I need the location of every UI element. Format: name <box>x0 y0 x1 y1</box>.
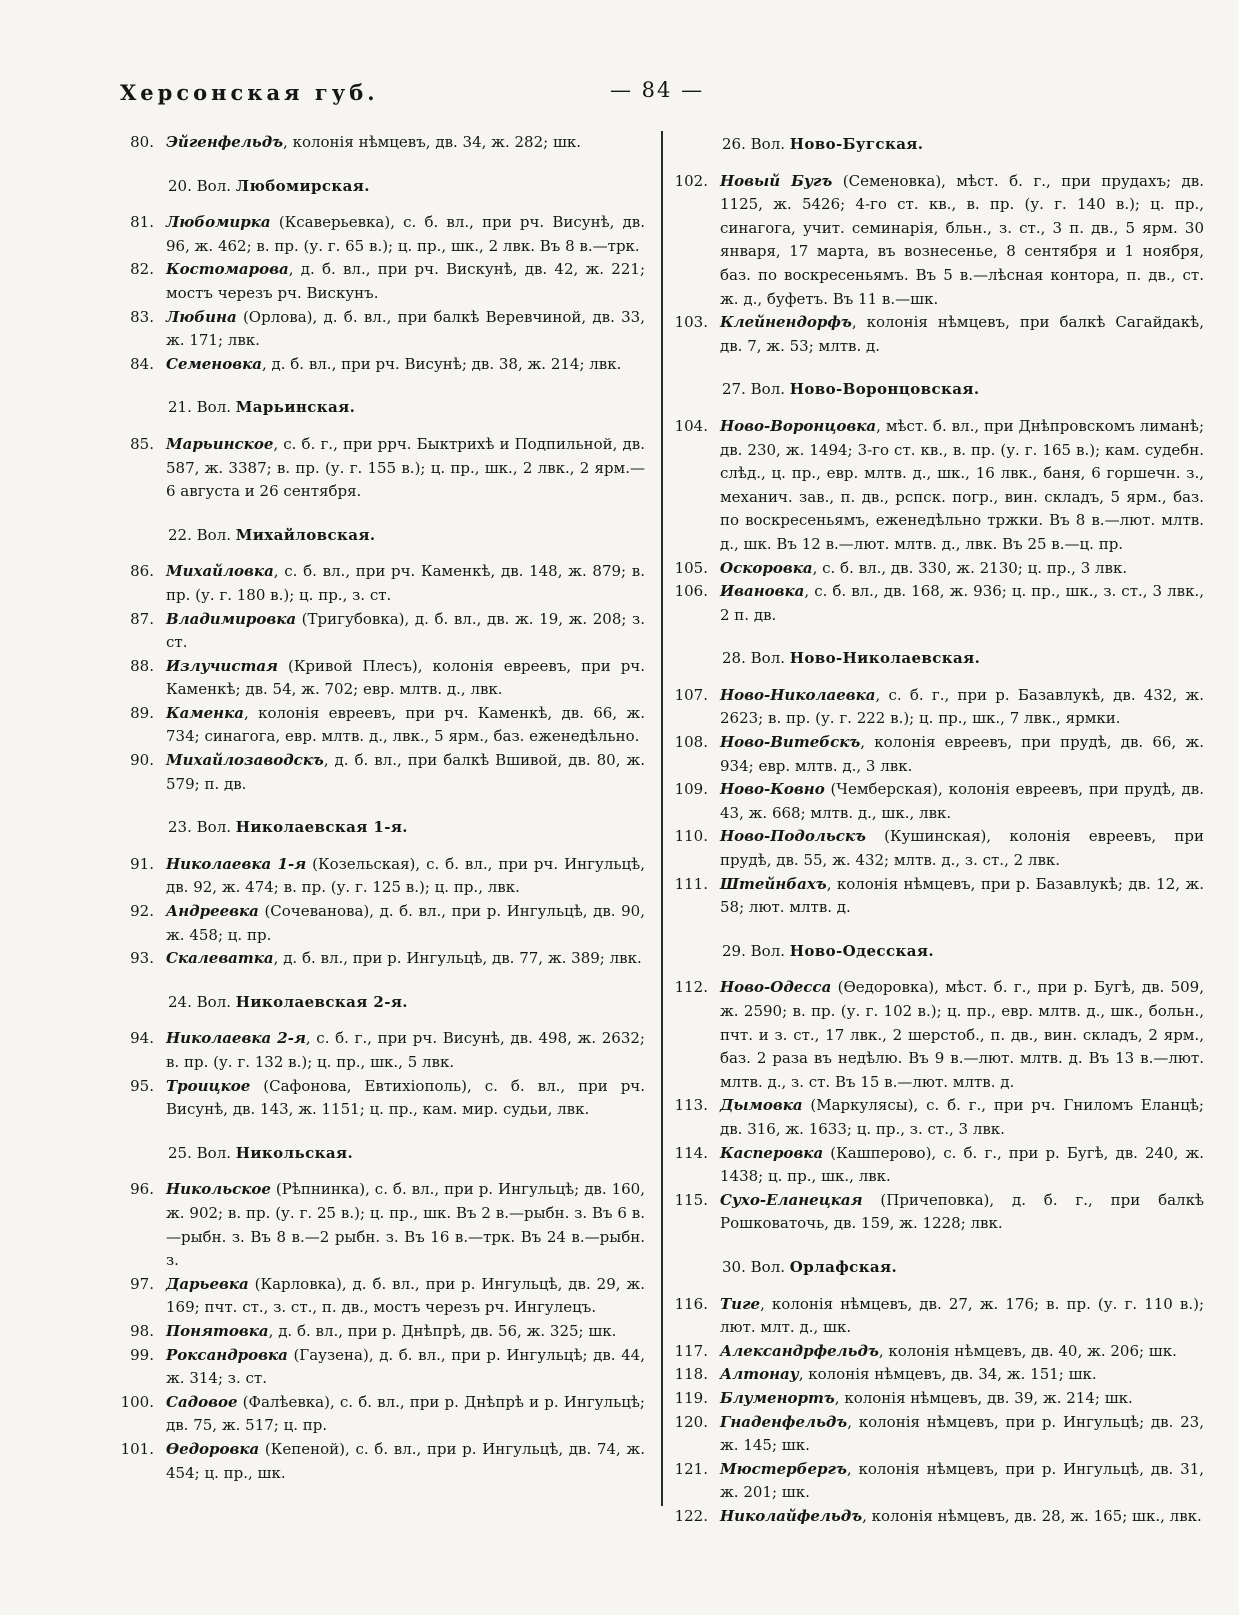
entry-number: 103. <box>674 313 708 332</box>
place-name: Любина <box>166 307 237 326</box>
entry-number: 92. <box>130 902 154 921</box>
entry-description: , колонія нѣмцевъ, при р. Ингульцѣ, дв. 31, ж. 201; шк. <box>720 1459 1204 1502</box>
place-name: Клейнендорфъ <box>720 313 852 332</box>
gazetteer-entry <box>120 131 645 155</box>
entry-description: (Сафонова, Евтихіополь), с. б. вл., при рч. Висунѣ, дв. 143, ж. 1151; ц. пр., кам. мир. судьи, лвк. <box>166 1076 645 1119</box>
entry-description: , с. б. вл., дв. 168, ж. 936; ц. пр., шк., з. ст., 3 лвк., 2 п. дв. <box>720 582 1204 624</box>
volost-name: Ново-Бугская. <box>789 135 924 153</box>
entry-description: , д. б. вл., при р. Днѣпрѣ, дв. 56, ж. 325; шк. <box>268 1321 617 1340</box>
volost-name: Орлафская. <box>789 1257 898 1276</box>
volost-heading <box>674 1256 1204 1280</box>
place-name: Роксандровка <box>166 1345 288 1364</box>
entry-description: (Рѣпнинка), с. б. вл., при р. Ингульцѣ; дв. 160, ж. 902; в. пр. (у. г. 25 в.); ц. пр., шк. Въ 2 в.—рыбн. з. Въ 6 в.—рыбн. з. Въ 8 в.—2 рыбн. з. Въ 16 в.—трк. Въ 24 в.—рыбн. з. <box>166 1180 645 1270</box>
place-name: Дарьевка <box>166 1274 249 1293</box>
volost-label: Вол. <box>750 1257 785 1276</box>
entry-number: 105. <box>674 558 708 577</box>
entry-number: 85. <box>130 434 154 453</box>
entry-number: 94. <box>130 1029 154 1048</box>
gazetteer-entry <box>674 1189 1204 1236</box>
entry-description: (Гаузена), д. б. вл., при р. Ингульцѣ; дв. 44, ж. 314; з. ст. <box>166 1345 645 1388</box>
entry-description: (Маркулясы), с. б. г., при рч. Гниломъ Еланцѣ; дв. 316, ж. 1633; ц. пр., з. ст., 3 лвк. <box>720 1096 1204 1138</box>
gazetteer-entry <box>674 1458 1204 1505</box>
entry-number: 112. <box>674 978 708 997</box>
place-name: Алтонау <box>720 1365 799 1384</box>
entry-number: 101. <box>120 1439 154 1458</box>
entry-number: 104. <box>674 416 708 435</box>
entry-description: , мѣст. б. вл., при Днѣпровскомъ лиманѣ; дв. 230, ж. 1494; 3-го ст. кв., в. пр. (у. г. 165 в.); кам. судебн. слѣд., ц. пр., евр. млтв. д., шк., 16 лвк., баня, 6 горшечн. з., механич. зав., п. дв., рспск. погр., вин. складъ, 5 ярм., баз. по воскресеньямъ, еженедѣльно тржки. Въ 8 в.—лют. млтв. д., шк. Въ 12 в.—лют. млтв. д., лвк. Въ 25 в.—ц. пр. <box>720 416 1204 553</box>
volost-name: Марьинская. <box>235 398 356 417</box>
place-name: Оскоровка <box>720 558 813 577</box>
place-name: Костомарова <box>166 260 289 279</box>
place-name: Сухо-Еланецкая <box>720 1190 863 1209</box>
entry-description: , с. б. вл., дв. 330, ж. 2130; ц. пр., 3 лвк. <box>812 558 1128 577</box>
gazetteer-entry <box>120 1438 645 1485</box>
gazetteer-entry <box>674 1363 1204 1387</box>
entry-number: 96. <box>130 1180 154 1199</box>
entry-description: , с. б. г., при ррч. Быктрихѣ и Подпильной, дв. 587, ж. 3387; в. пр. (у. г. 155 в.); ц. пр., шк., 2 лвк., 2 ярм.—6 августа и 26 сентября. <box>166 434 645 501</box>
volost-name: Ново-Николаевская. <box>789 649 981 668</box>
entry-description: , колонія нѣмцевъ, дв. 34, ж. 282; шк. <box>283 133 582 151</box>
place-name: Ново-Подольскъ <box>720 827 866 846</box>
place-name: Излучистая <box>166 656 278 675</box>
entry-description: (Фалѣевка), с. б. вл., при р. Днѣпрѣ и р. Ингульцѣ; дв. 75, ж. 517; ц. пр. <box>166 1392 645 1435</box>
gazetteer-entry <box>674 731 1204 778</box>
gazetteer-entry <box>120 947 645 971</box>
volost-heading <box>674 378 1204 402</box>
running-title: Херсонская губ. <box>120 80 379 105</box>
gazetteer-entry <box>674 976 1204 1094</box>
volost-name: Никольская. <box>235 1143 354 1162</box>
gazetteer-entry <box>120 1178 645 1272</box>
place-name: Николаевка 1-я <box>166 854 307 873</box>
left-column <box>120 131 645 1531</box>
volost-label: Вол. <box>750 135 785 153</box>
volost-number: 25. <box>168 1143 192 1162</box>
entry-description: , д. б. вл., при р. Ингульцѣ, дв. 77, ж. 389; лвк. <box>273 949 642 968</box>
place-name: Николайфельдъ <box>720 1506 863 1525</box>
entry-number: 121. <box>674 1459 708 1478</box>
gazetteer-entry <box>674 1505 1204 1529</box>
gazetteer-entry <box>120 1075 645 1122</box>
entry-description: (Кашперово), с. б. г., при р. Бугѣ, дв. 240, ж. 1438; ц. пр., шк., лвк. <box>720 1143 1204 1186</box>
column-divider <box>661 131 663 1506</box>
entry-description: , с. б. вл., при рч. Каменкѣ, дв. 148, ж. 879; в. пр. (у. г. 180 в.); ц. пр., з. ст. <box>166 562 645 604</box>
gazetteer-entry <box>674 873 1204 920</box>
entry-number: 80. <box>130 133 154 151</box>
gazetteer-entry <box>120 560 645 607</box>
volost-number: 23. <box>168 818 192 837</box>
volost-number: 28. <box>722 649 746 668</box>
place-name: Ново-Витебскъ <box>720 733 861 752</box>
entry-number: 119. <box>674 1388 708 1407</box>
place-name: Ново-Николаевка <box>720 685 876 704</box>
entry-description: , колонія нѣмцевъ, при балкѣ Сагайдакѣ, дв. 7, ж. 53; млтв. д. <box>720 313 1204 355</box>
volost-heading <box>120 524 645 548</box>
place-name: Гнаденфельдъ <box>720 1412 848 1431</box>
page-number: — 84 — <box>610 78 705 102</box>
gazetteer-entry <box>120 1027 645 1074</box>
gazetteer-entry <box>120 306 645 353</box>
page-header <box>120 80 1180 114</box>
entry-number: 89. <box>130 703 154 722</box>
place-name: Никольское <box>166 1180 271 1199</box>
volost-name: Михайловская. <box>235 525 376 544</box>
place-name: Ново-Ковно <box>720 780 825 799</box>
volost-name: Ново-Воронцовская. <box>789 380 980 399</box>
place-name: Новый Бугъ <box>720 171 833 190</box>
entry-number: 114. <box>674 1143 708 1162</box>
entry-number: 82. <box>130 260 154 279</box>
volost-number: 30. <box>722 1257 746 1276</box>
place-name: Каменка <box>166 703 244 722</box>
gazetteer-entry <box>120 353 645 377</box>
volost-heading <box>674 133 1204 157</box>
entry-description: (Орлова), д. б. вл., при балкѣ Веревчиной, дв. 33, ж. 171; лвк. <box>166 307 645 350</box>
entry-description: (Семеновка), мѣст. б. г., при прудахъ; дв. 1125, ж. 5426; 4-го ст. кв., в. пр. (у. г. 140 в.); ц. пр., синагога, учит. семинарія, бльн., з. ст., 3 п. дв., 5 ярм. 30 января, 17 марта, въ вознесенье, 8 сентября и 1 ноября, баз. по воскресеньямъ. Въ 5 в.—лѣсная контора, п. дв., ст. ж. д., буфетъ. Въ 11 в.—шк. <box>720 171 1204 308</box>
volost-heading <box>120 175 645 199</box>
entry-description: , колонія нѣмцевъ, при р. Ингульцѣ; дв. 23, ж. 145; шк. <box>720 1412 1204 1455</box>
entry-number: 108. <box>674 733 708 752</box>
volost-number: 29. <box>722 941 746 960</box>
entry-number: 118. <box>674 1365 708 1384</box>
entry-number: 81. <box>130 213 154 232</box>
entry-description: , колонія нѣмцевъ, дв. 34, ж. 151; шк. <box>798 1365 1097 1384</box>
volost-number: 21. <box>168 398 192 417</box>
entry-number: 117. <box>674 1341 708 1360</box>
gazetteer-entry <box>674 778 1204 825</box>
place-name: Ивановка <box>720 582 805 601</box>
entry-number: 83. <box>130 307 154 326</box>
entry-description: , колонія евреевъ, при рч. Каменкѣ, дв. 66, ж. 734; синагога, евр. млтв. д., лвк., 5 ярм., баз. еженедѣльно. <box>166 703 645 746</box>
gazetteer-entry <box>120 608 645 655</box>
gazetteer-entry <box>674 311 1204 358</box>
entry-description: (Ксаверьевка), с. б. вл., при рч. Висунѣ, дв. 96, ж. 462; в. пр. (у. г. 65 в.); ц. пр., шк., 2 лвк. Въ 8 в.—трк. <box>166 213 645 255</box>
entry-description: , с. б. г., при рч. Висунѣ, дв. 498, ж. 2632; в. пр. (у. г. 132 в.); ц. пр., шк., 5 лвк. <box>166 1029 645 1071</box>
place-name: Дымовка <box>720 1096 803 1115</box>
entry-number: 88. <box>130 656 154 675</box>
entry-description: , колонія нѣмцевъ, дв. 27, ж. 176; в. пр. (у. г. 110 в.); лют. млт. д., шк. <box>720 1294 1204 1337</box>
volost-number: 24. <box>168 992 192 1011</box>
place-name: Штейнбахъ <box>720 874 827 893</box>
gazetteer-entry <box>120 258 645 305</box>
place-name: Троицкое <box>166 1076 251 1095</box>
gazetteer-entry <box>674 170 1204 312</box>
gazetteer-entry <box>120 853 645 900</box>
volost-number: 20. <box>168 176 192 195</box>
place-name: Понятовка <box>166 1321 269 1340</box>
place-name: Касперовка <box>720 1143 824 1162</box>
entry-description: (Ѳедоровка), мѣст. б. г., при р. Бугѣ, дв. 509, ж. 2590; в. пр. (у. г. 102 в.); ц. пр., евр. млтв. д., шк., больн., пчт. и з. ст., 17 лвк., 2 шерстоб., п. дв., вин. складъ, 2 ярм., баз. 2 раза въ недѣлю. Въ 9 в.—лют. млтв. д. Въ 13 в.—лют. млтв. д., з. ст. Въ 15 в.—лют. млтв. д. <box>720 978 1204 1091</box>
gazetteer-entry <box>674 684 1204 731</box>
entry-number: 86. <box>130 562 154 581</box>
entry-number: 122. <box>674 1506 708 1525</box>
entry-description: (Кривой Плесъ), колонія евреевъ, при рч. Каменкѣ; дв. 54, ж. 702; евр. млтв. д., лвк. <box>166 656 645 699</box>
entry-number: 120. <box>674 1412 708 1431</box>
entry-description: , с. б. г., при р. Базавлукѣ, дв. 432, ж. 2623; в. пр. (у. г. 222 в.); ц. пр., шк., 7 лвк., ярмки. <box>720 685 1204 728</box>
entry-number: 111. <box>674 874 708 893</box>
volost-label: Вол. <box>196 1143 231 1162</box>
volost-name: Любомирская. <box>235 176 370 195</box>
entry-number: 99. <box>130 1345 154 1364</box>
volost-label: Вол. <box>750 380 785 399</box>
volost-label: Вол. <box>196 525 231 544</box>
entry-description: , колонія нѣмцевъ, дв. 40, ж. 206; шк. <box>878 1341 1177 1360</box>
gazetteer-entry <box>120 1320 645 1344</box>
entry-number: 87. <box>130 609 154 628</box>
volost-name: Ново-Одесская. <box>789 941 934 960</box>
entry-description: , д. б. вл., при рч. Вискунѣ, дв. 42, ж. 221; мостъ черезъ рч. Вискунъ. <box>166 260 645 302</box>
place-name: Михайловка <box>166 562 274 581</box>
place-name: Александрфельдъ <box>720 1341 879 1360</box>
entry-description: , колонія нѣмцевъ, при р. Базавлукѣ; дв. 12, ж. 58; лют. млтв. д. <box>720 874 1204 917</box>
gazetteer-entry <box>120 900 645 947</box>
gazetteer-entry <box>120 433 645 504</box>
entry-description: (Чемберская), колонія евреевъ, при прудѣ, дв. 43, ж. 668; млтв. д., шк., лвк. <box>720 780 1204 822</box>
volost-number: 27. <box>722 380 746 399</box>
gazetteer-entry <box>120 1391 645 1438</box>
volost-heading <box>674 940 1204 964</box>
entry-number: 116. <box>674 1294 708 1313</box>
volost-label: Вол. <box>750 941 785 960</box>
entry-number: 93. <box>130 949 154 968</box>
volost-label: Вол. <box>196 818 231 837</box>
volost-number: 22. <box>168 525 192 544</box>
entry-description: (Причеповка), д. б. г., при балкѣ Рошковаточь, дв. 159, ж. 1228; лвк. <box>720 1190 1204 1233</box>
entry-number: 109. <box>674 780 708 799</box>
volost-label: Вол. <box>196 992 231 1011</box>
entry-number: 100. <box>120 1392 154 1411</box>
entry-number: 91. <box>130 854 154 873</box>
entry-description: (Карловка), д. б. вл., при р. Ингульцѣ, дв. 29, ж. 169; пчт. ст., з. ст., п. дв., мостъ черезъ рч. Ингулецъ. <box>166 1274 645 1317</box>
entry-description: (Сочеванова), д. б. вл., при р. Ингульцѣ, дв. 90, ж. 458; ц. пр. <box>166 902 645 944</box>
entry-number: 115. <box>674 1190 708 1209</box>
gazetteer-entry <box>120 749 645 796</box>
entry-description: (Тригубовка), д. б. вл., дв. ж. 19, ж. 208; з. ст. <box>166 609 645 652</box>
volost-name: Николаевская 1-я. <box>235 818 408 837</box>
right-column <box>674 131 1204 1531</box>
entry-number: 95. <box>130 1076 154 1095</box>
entry-description: , колонія евреевъ, при прудѣ, дв. 66, ж. 934; евр. млтв. д., 3 лвк. <box>720 733 1204 775</box>
place-name: Ѳедоровка <box>166 1439 260 1458</box>
entry-number: 97. <box>130 1274 154 1293</box>
place-name: Марьинское <box>166 434 274 453</box>
place-name: Михайлозаводскъ <box>166 751 324 770</box>
entry-description: (Козельская), с. б. вл., при рч. Ингульцѣ, дв. 92, ж. 474; в. пр. (у. г. 125 в.); ц. пр., лвк. <box>166 854 645 897</box>
place-name: Скалеватка <box>166 949 274 968</box>
gazetteer-entry <box>120 211 645 258</box>
volost-label: Вол. <box>196 176 231 195</box>
gazetteer-entry <box>120 655 645 702</box>
entry-description: , колонія нѣмцевъ, дв. 39, ж. 214; шк. <box>834 1388 1133 1407</box>
gazetteer-entry <box>674 557 1204 581</box>
gazetteer-entry <box>120 1344 645 1391</box>
gazetteer-entry <box>674 1411 1204 1458</box>
gazetteer-entry <box>674 1094 1204 1141</box>
gazetteer-entry <box>674 580 1204 627</box>
entry-description: (Кушинская), колонія евреевъ, при прудѣ, дв. 55, ж. 432; млтв. д., з. ст., 2 лвк. <box>720 827 1204 870</box>
place-name: Эйгенфельдъ <box>166 133 284 151</box>
gazetteer-entry <box>674 1293 1204 1340</box>
entry-description: , д. б. вл., при рч. Висунѣ; дв. 38, ж. 214; лвк. <box>261 354 622 373</box>
place-name: Ново-Одесса <box>720 978 832 997</box>
gazetteer-entry <box>674 1340 1204 1364</box>
entry-number: 106. <box>674 582 708 601</box>
gazetteer-entry <box>120 1273 645 1320</box>
volost-label: Вол. <box>750 649 785 668</box>
volost-heading <box>120 991 645 1015</box>
volost-name: Николаевская 2-я. <box>235 992 408 1011</box>
place-name: Владимировка <box>166 609 297 628</box>
place-name: Семеновка <box>166 354 262 373</box>
volost-heading <box>120 1142 645 1166</box>
gazetteer-entry <box>674 1387 1204 1411</box>
entry-number: 102. <box>674 171 708 190</box>
place-name: Блуменортъ <box>720 1388 835 1407</box>
volost-number: 26. <box>722 135 746 153</box>
place-name: Николаевка 2-я <box>166 1029 306 1048</box>
place-name: Ново-Воронцовка <box>720 416 877 435</box>
entry-number: 107. <box>674 685 708 704</box>
volost-heading <box>120 816 645 840</box>
entry-description: , колонія нѣмцевъ, дв. 28, ж. 165; шк., лвк. <box>862 1506 1202 1525</box>
entry-description: (Кепеной), с. б. вл., при р. Ингульцѣ, дв. 74, ж. 454; ц. пр., шк. <box>166 1439 645 1482</box>
place-name: Садовое <box>166 1392 238 1411</box>
volost-heading <box>674 647 1204 671</box>
volost-heading <box>120 396 645 420</box>
gazetteer-entry <box>674 1142 1204 1189</box>
entry-number: 110. <box>674 827 708 846</box>
place-name: Мюстербергъ <box>720 1459 847 1478</box>
entry-description: , д. б. вл., при балкѣ Вшивой, дв. 80, ж. 579; п. дв. <box>166 751 645 793</box>
gazetteer-entry <box>674 415 1204 557</box>
entry-number: 90. <box>130 751 154 770</box>
place-name: Любомирка <box>166 213 271 232</box>
place-name: Тиге <box>720 1294 761 1313</box>
gazetteer-entry <box>674 825 1204 872</box>
entry-number: 113. <box>674 1096 708 1115</box>
place-name: Андреевка <box>166 902 259 921</box>
entry-number: 98. <box>130 1321 154 1340</box>
entry-number: 84. <box>130 354 154 373</box>
gazetteer-entry <box>120 702 645 749</box>
volost-label: Вол. <box>196 398 231 417</box>
